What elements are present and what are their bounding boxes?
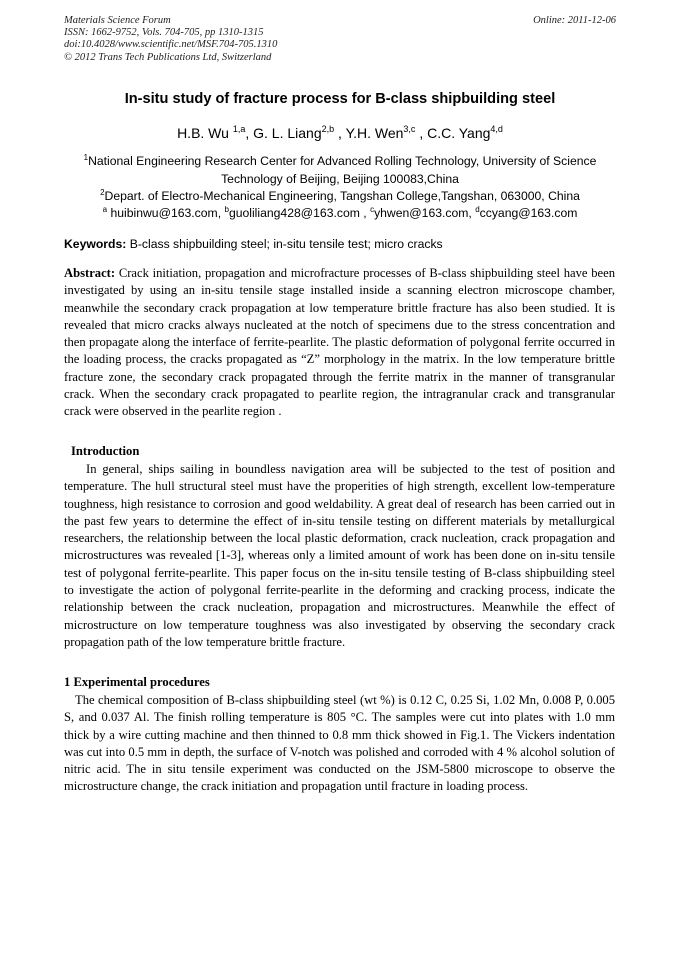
- author-list: H.B. Wu $^{1,a}$, G. L. Liang$^{2,b}$ , Y.H. Wen$^{3,c}$ , C.C. Yang$^{4,d}$: [177, 124, 503, 141]
- online-date: Online: 2011-12-06: [533, 15, 616, 26]
- author-name: Y.H. Wen: [345, 125, 404, 141]
- copyright-line: © 2012 Trans Tech Publications Ltd, Switzerland: [64, 51, 272, 63]
- author-name: H.B. Wu: [177, 125, 229, 141]
- email-address[interactable]: huibinwu@163.com,: [110, 206, 222, 220]
- abstract-paragraph: [64, 265, 615, 421]
- author-name: C.C. Yang: [427, 125, 491, 141]
- keywords-label: Keywords:: [64, 237, 127, 251]
- email-marker: b: [224, 205, 229, 214]
- introduction-heading: Introduction: [71, 444, 140, 458]
- email-marker: c: [370, 205, 375, 214]
- journal-header: [64, 15, 616, 64]
- email-address[interactable]: ccyang@163.com: [479, 206, 578, 220]
- affiliation-1: [64, 153, 616, 188]
- email-marker: a: [102, 205, 108, 214]
- affiliation-2: [64, 188, 616, 206]
- affiliation-text: National Engineering Research Center for Advanced Rolling Technology, University of Science Technology of Beijing, Beijing 100083,China: [88, 154, 597, 186]
- keywords-line: [64, 236, 616, 252]
- email-list: [64, 205, 616, 223]
- experimental-heading: 1 Experimental procedures: [64, 675, 210, 689]
- author-superscript: 1,a: [232, 124, 246, 134]
- author-superscript: 4,d: [490, 124, 503, 134]
- issn-line: ISSN: 1662-9752, Vols. 704-705, pp 1310-1315: [64, 27, 264, 39]
- affiliation-marker: 2: [100, 188, 105, 197]
- experimental-paragraph: The chemical composition of B-class shipbuilding steel (wt %) is 0.12 C, 0.25 Si, 1.02 Mn, 0.008 P, 0.005 S, and 0.037 Al. The finish rolling temperature is 805 °C. The samples were cut into plates with 1.0 mm thick by a wire cutting machine and then thinned to 0.8 mm thick showed in Fig.1. The Vickers indentation was cut into 0.5 mm in depth, the surface of V-notch was polished and corroded with 4 % alcohol solution of nitric acid. The in situ tensile experiment was conducted on the JSM-5800 microscope to observe the microstructure change, the crack initiation and propagation until fracture in loading process.: [64, 693, 615, 794]
- abstract-label: Abstract:: [64, 266, 116, 280]
- introduction-paragraph: In general, ships sailing in boundless navigation area will be subjected to the test of position and temperature. The hull structural steel must have the properities of high strength, excellent low-temperature toughness, high resistance to corrosion and good weldability. A great deal of research has been carried out in the past few years to determine the effect of in-situ tensile testing on different materials by metallurgical researchers, the relationship between the local plastic deformation, crack nucleation, crack propagation and microstructures was revealed [1-3], whereas only a limited amount of work has been done on in-situ tensile test of polygonal ferrite-pearlite. This paper focus on the in-situ tensile testing of B-class shipbuilding steel to investigate the action of polygonal ferrite-pearlite in the deforming and cracking process, indicate the relationship between the crack nucleation, propagation and microstructures. Meanwhile the effect of microstructure on low temperature toughness was also investigated by observing the secondary crack propagation path of the low temperature brittle fracture.: [64, 462, 615, 649]
- email-address[interactable]: yhwen@163.com,: [374, 206, 472, 220]
- affiliation-marker: 1: [83, 153, 89, 162]
- journal-name: Materials Science Forum: [64, 15, 171, 26]
- affiliation-text: Depart. of Electro-Mechanical Engineering, Tangshan College,Tangshan, 063000, China: [104, 189, 580, 203]
- email-marker: d: [475, 205, 480, 214]
- author-superscript: 3,c: [403, 124, 416, 134]
- keywords-text: B-class shipbuilding steel; in-situ tensile test; micro cracks: [129, 237, 443, 251]
- email-address[interactable]: guoliliang428@163.com ,: [228, 206, 367, 220]
- author-name: G. L. Liang: [253, 125, 322, 141]
- author-superscript: 2,b: [321, 124, 335, 134]
- abstract-text: Crack initiation, propagation and microfracture processes of B-class shipbuilding steel have been investigated by using an in-situ tensile stage installed inside a scanning electron microscope chamber, meanwhile the secondary crack propagation at low temperature brittle fracture has also been studied. It is revealed that micro cracks always nucleated at the notch of specimens due to the stress concentration and then propagate along the interface of ferrite-pearlite. The plastic deformation of polygonal ferrite occurred in the loading process, the cracks propagated as “Z” morphology in the matrix. In the low temperature brittle fracture zone, the secondary crack propagated through the ferrite matrix in the manner of transgranular crack. When the secondary crack propagated to pearlite region, the intragranular crack and transgranular crack were observed in the pearlite region .: [64, 266, 615, 419]
- paper-title: In-situ study of fracture process for B-class shipbuilding steel: [124, 91, 556, 107]
- doi-line: doi:10.4028/www.scientific.net/MSF.704-705.1310: [64, 39, 278, 51]
